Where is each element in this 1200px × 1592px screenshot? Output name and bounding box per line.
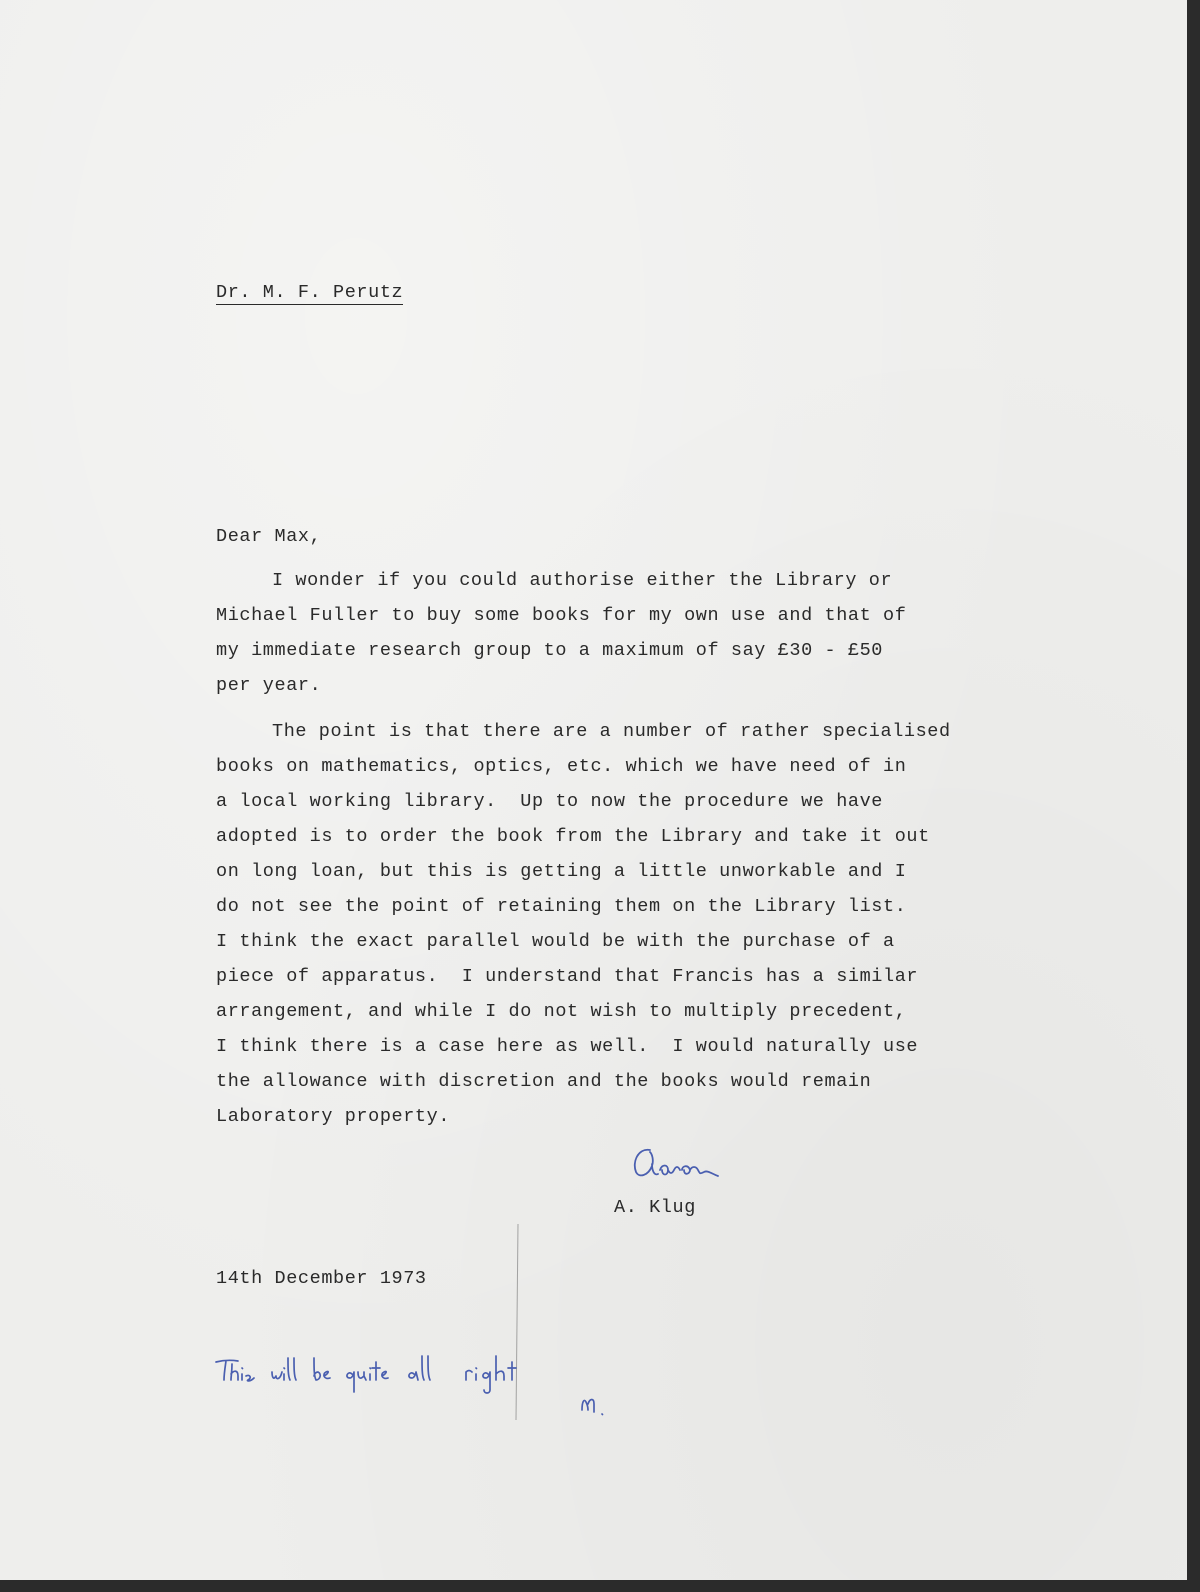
handwritten-note-line bbox=[216, 1352, 478, 1376]
paragraph-2-line: a local working library. Up to now the procedure we have bbox=[216, 791, 884, 812]
paragraph-2-line: Laboratory property. bbox=[216, 1106, 451, 1127]
handwritten-signature bbox=[628, 1140, 738, 1190]
addressee: Dr. M. F. Perutz bbox=[216, 282, 404, 303]
letter-date: 14th December 1973 bbox=[216, 1268, 427, 1289]
paragraph-1-line: per year. bbox=[216, 675, 322, 696]
paragraph-2-line: piece of apparatus. I understand that Francis has a similar bbox=[216, 966, 919, 987]
handwritten-initial bbox=[484, 1352, 511, 1376]
salutation: Dear Max, bbox=[216, 526, 322, 547]
paragraph-2-line: books on mathematics, optics, etc. which we have need of in bbox=[216, 756, 907, 777]
paragraph-2-line: The point is that there are a number of rather specialised bbox=[272, 721, 951, 742]
handwritten-note-text bbox=[216, 1352, 511, 1376]
signoff-name: A. Klug bbox=[614, 1197, 696, 1218]
paragraph-2-line: on long loan, but this is getting a little unworkable and I bbox=[216, 861, 907, 882]
paragraph-1-line: Michael Fuller to buy some books for my own use and that of bbox=[216, 605, 907, 626]
paragraph-2-line: do not see the point of retaining them on the Library list. bbox=[216, 896, 907, 917]
paragraph-2-line: I think the exact parallel would be with the purchase of a bbox=[216, 931, 895, 952]
paragraph-1 bbox=[216, 563, 906, 703]
paragraph-2 bbox=[216, 714, 951, 1134]
paragraph-2-line: the allowance with discretion and the books would remain bbox=[216, 1071, 872, 1092]
paragraph-1-line: my immediate research group to a maximum of say £30 - £50 bbox=[216, 640, 884, 661]
paragraph-1-line: I wonder if you could authorise either the Library or bbox=[272, 570, 893, 591]
paragraph-2-line: I think there is a case here as well. I would naturally use bbox=[216, 1036, 919, 1057]
paragraph-2-line: arrangement, and while I do not wish to multiply precedent, bbox=[216, 1001, 907, 1022]
paragraph-2-line: adopted is to order the book from the Library and take it out bbox=[216, 826, 930, 847]
